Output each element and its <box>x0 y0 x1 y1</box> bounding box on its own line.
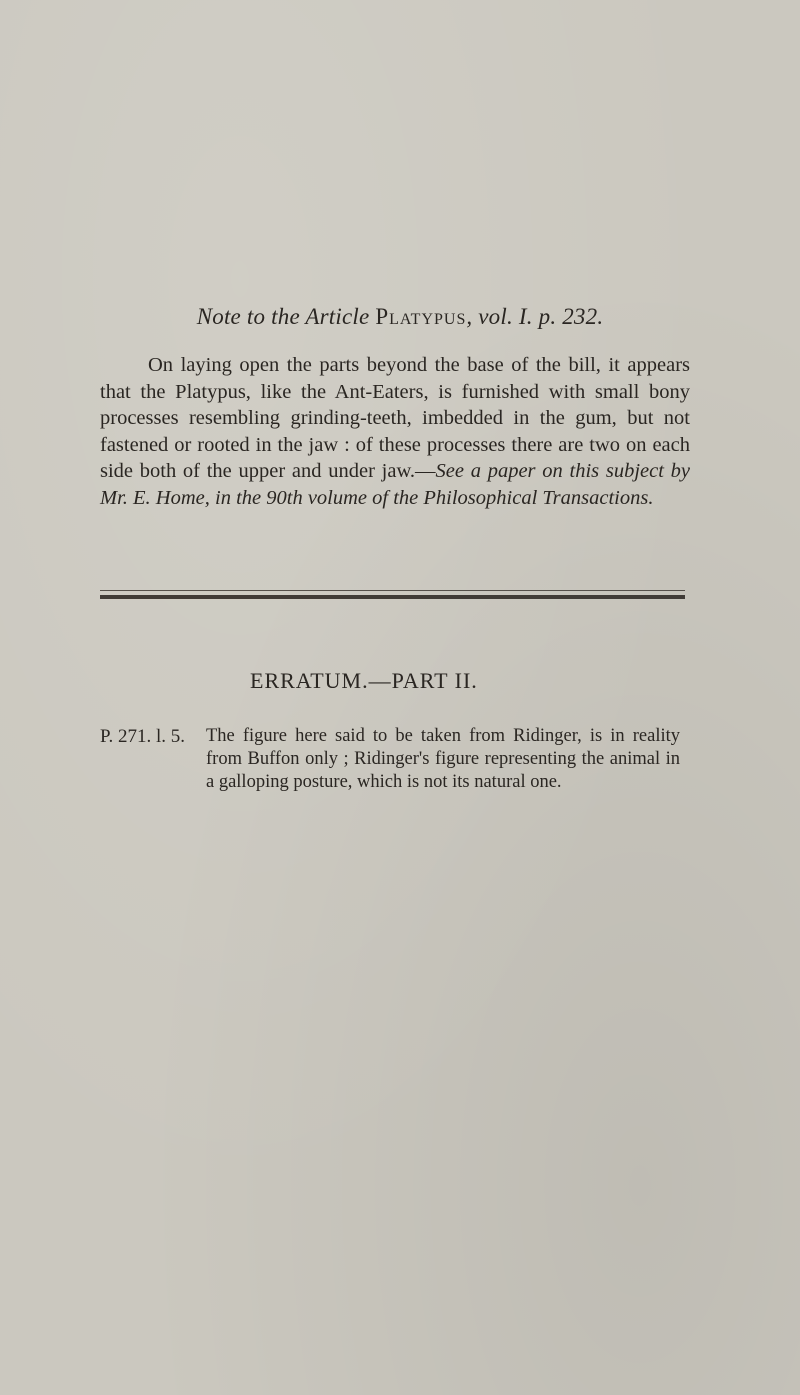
note-title-name: Platypus <box>375 304 467 329</box>
erratum-reference: P. 271. l. 5. <box>100 726 185 747</box>
note-body-text: On laying open the parts beyond the base of the bill, it appears that the Platypus, like the Ant-Eaters, is furnished with small bony processes resembling grinding-teeth, imbedded in the gum, but not fastened or rooted in the jaw : of these processes there are two on each side both of the upper and under jaw.— <box>100 354 690 482</box>
note-title <box>0 304 800 330</box>
note-title-prefix: Note to the Article <box>196 304 376 329</box>
erratum-text: The figure here said to be taken from Ridinger, is in reality from Buffon only ; Ridinger's figure representing the animal in a galloping posture, which is not its natural one. <box>206 726 680 792</box>
note-body <box>100 352 690 511</box>
erratum-title: ERRATUM.—PART II. <box>250 668 478 693</box>
section-divider <box>100 590 685 602</box>
note-title-suffix: , vol. I. p. 232. <box>466 304 604 329</box>
note-body-reference: See a paper on this subject by Mr. E. Home, in the 90th volume of the Philosophical Transactions. <box>100 460 690 509</box>
erratum-entry <box>100 725 680 794</box>
divider-thick-line <box>100 595 685 599</box>
divider-thin-line <box>100 590 685 591</box>
